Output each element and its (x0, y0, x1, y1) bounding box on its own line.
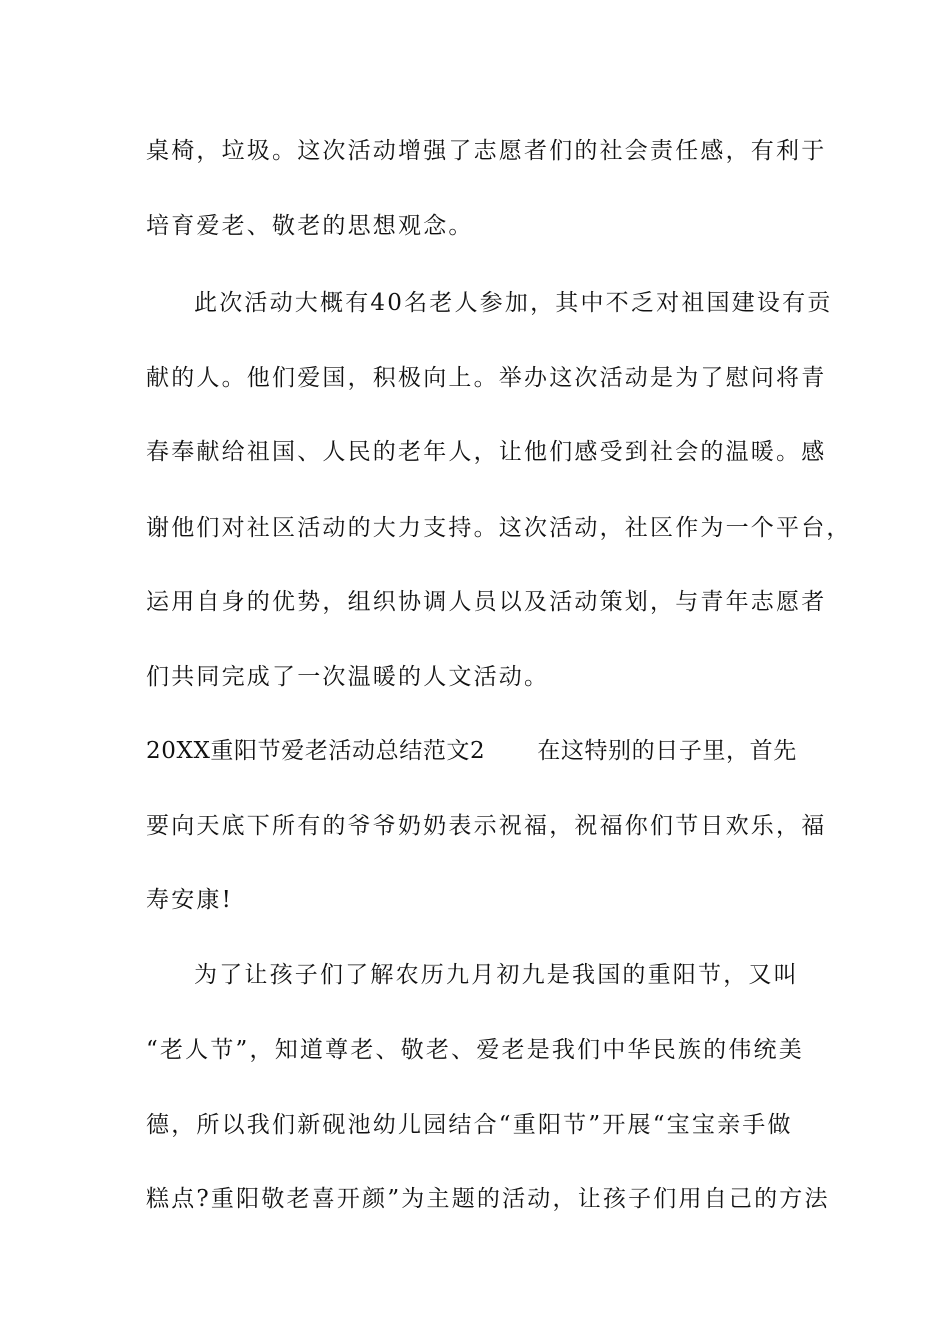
paragraph-line: 春奉献给祖国、人民的老年人，让他们感受到社会的温暖。感 (146, 439, 827, 465)
section-title: 20XX重阳节爱老活动总结范文2 (146, 738, 486, 764)
paragraph-line: 寿安康! (146, 887, 234, 913)
section-heading-line (146, 731, 826, 771)
paragraph-line: 们共同完成了一次温暖的人文活动。 (146, 664, 550, 690)
paragraph-line: 运用自身的优势，组织协调人员以及活动策划，与青年志愿者 (146, 589, 827, 615)
paragraph-line: 德，所以我们新砚池幼儿园结合“重阳节”开展“宝宝亲手做 (146, 1112, 793, 1138)
paragraph-line: 糕点?重阳敬老喜开颜”为主题的活动，让孩子们用自己的方法 (146, 1186, 830, 1212)
paragraph-line: 桌椅，垃圾。这次活动增强了志愿者们的社会责任感，有利于 (146, 138, 827, 164)
paragraph-line: 此次活动大概有40名老人参加，其中不乏对祖国建设有贡 (194, 290, 833, 316)
paragraph-line: 为了让孩子们了解农历九月初九是我国的重阳节，又叫 (194, 962, 799, 988)
paragraph-line: 培育爱老、敬老的思想观念。 (146, 213, 474, 239)
paragraph-line: 献的人。他们爱国，积极向上。举办这次活动是为了慰问将青 (146, 365, 827, 391)
paragraph-line: 要向天底下所有的爷爷奶奶表示祝福，祝福你们节日欢乐，福 (146, 813, 827, 839)
paragraph-line: 在这特别的日子里，首先 (537, 738, 797, 764)
paragraph-line: “老人节”，知道尊老、敬老、爱老是我们中华民族的伟统美 (146, 1037, 804, 1063)
paragraph-line: 谢他们对社区活动的大力支持。这次活动，社区作为一个平台， (146, 515, 852, 541)
